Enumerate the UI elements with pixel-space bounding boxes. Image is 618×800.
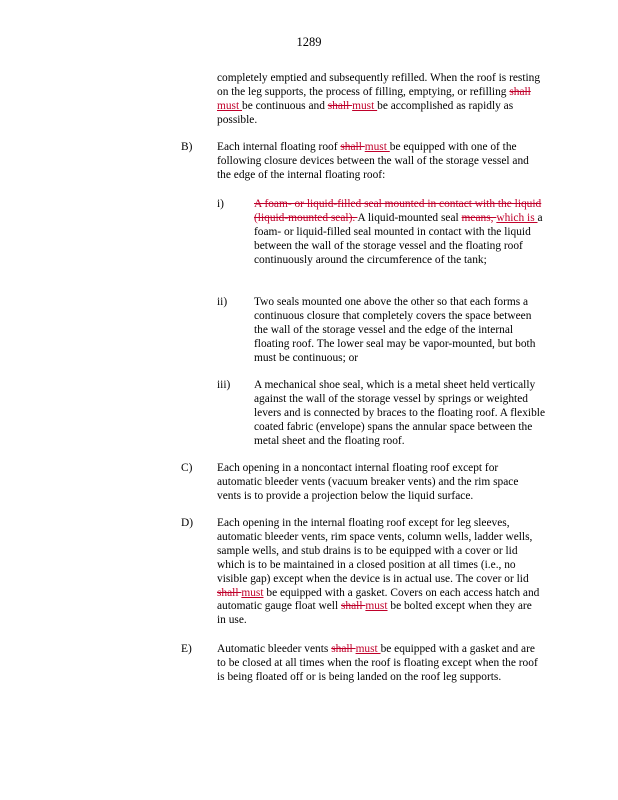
item-iii-label: iii) <box>217 379 231 391</box>
section-b-text-2: be equipped with one of the following closure devices between the wall of the storage vessel and the edge of the internal floating roof: <box>217 141 529 181</box>
item-i-text-1: A liquid-mounted seal <box>357 211 462 224</box>
deleted-text: shall <box>327 99 353 112</box>
section-b-label: B) <box>181 141 193 153</box>
section-d-label: D) <box>181 517 194 529</box>
deleted-text: shall <box>509 85 531 98</box>
intro-text-2: be continuous and <box>242 99 328 112</box>
section-d-text-2: be equipped with a gasket. Covers on each access hatch and automatic gauge float well <box>217 586 540 613</box>
item-iii-paragraph: A mechanical shoe seal, which is a metal sheet held vertically against the wall of the storage vessel by springs or weighted levers and is connected by braces to the floating roof. A flexible coated fabric (envelope) spans the annular space between the metal sheet and the floating roof. <box>254 379 545 447</box>
section-e-text-1: Automatic bleeder vents <box>217 643 332 655</box>
section-b-text-1: Each internal floating roof <box>217 141 341 153</box>
inserted-text: must <box>364 141 390 153</box>
item-ii-paragraph: Two seals mounted one above the other so that each forms a continuous closure that completely covers the space between the wall of the storage vessel and the edge of the internal floating roof. The lower seal may be vapor-mounted, but both must be continuous; or <box>254 296 536 364</box>
section-d-text-1: Each opening in the internal floating roof except for leg sleeves, automatic bleeder vents, rim space vents, column wells, ladder wells, sample wells, and stub drains is to be equipped with a cover or lid which is to be maintained in a closed position at all times (i.e., no visible gap) except when the device is in actual use. The cover or lid <box>217 517 533 585</box>
intro-text-3: be accomplished as rapidly as possible. <box>217 99 514 126</box>
page-number: 1289 <box>296 35 322 49</box>
inserted-text: must <box>355 643 381 655</box>
item-i-label: i) <box>217 198 224 210</box>
item-i-paragraph <box>254 198 544 268</box>
deleted-text: shall <box>341 600 366 613</box>
inserted-text: must <box>217 99 243 112</box>
deleted-text: shall <box>217 586 242 599</box>
section-b-paragraph <box>217 141 542 183</box>
deleted-text: A foam- or liquid-filled seal mounted in contact with the liquid (liquid-mounted seal). <box>254 198 542 224</box>
section-e-label: E) <box>181 643 192 655</box>
item-ii-label: ii) <box>217 296 228 308</box>
section-e-text-2: be equipped with a gasket and are to be closed at all times when the roof is floating except when the roof is being floated off or is being landed on the roof leg supports. <box>217 643 538 683</box>
intro-text-1: completely emptied and subsequently refilled. When the roof is resting on the leg supports, the process of filling, emptying, or refilling <box>217 72 541 98</box>
section-d-text-3: be bolted except when they are in use. <box>217 600 532 627</box>
deleted-text: means, <box>461 211 497 224</box>
inserted-text: which is <box>496 211 538 224</box>
deleted-text: shall <box>331 643 356 655</box>
deleted-text: shall <box>340 141 365 153</box>
inserted-text: must <box>365 600 388 613</box>
section-e-paragraph <box>217 643 542 685</box>
section-d-paragraph <box>217 517 542 628</box>
item-i-text-2: a foam- or liquid-filled seal mounted in contact with the liquid between the wall of the storage vessel and the floating roof continuously around the circumference of the tank; <box>254 211 543 266</box>
section-c-label: C) <box>181 462 193 474</box>
intro-paragraph <box>217 72 542 128</box>
section-c-paragraph: Each opening in a noncontact internal floating roof except for automatic bleeder vents (vacuum breaker vents) and the rim space vents is to provide a projection below the liquid surface. <box>217 462 519 502</box>
inserted-text: must <box>241 586 264 599</box>
inserted-text: must <box>352 99 378 112</box>
